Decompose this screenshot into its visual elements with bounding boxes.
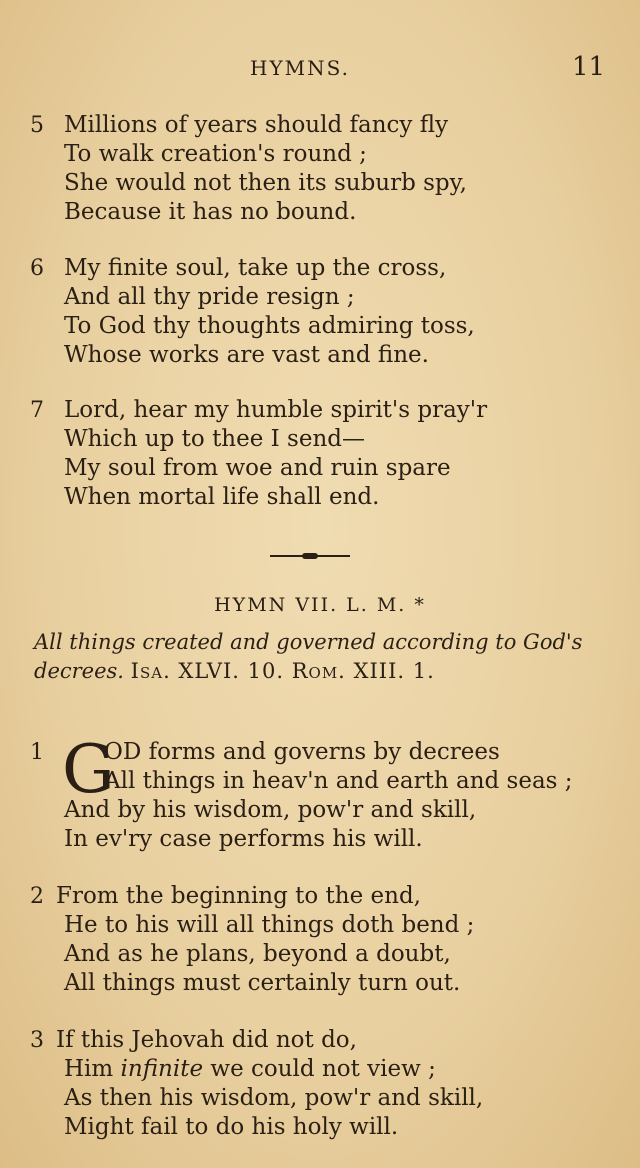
- verse-line: 7 Lord, hear my humble spirit's pray'r: [30, 397, 488, 423]
- verse-line: To walk creation's round ;: [64, 141, 367, 167]
- verse-line: All things must certainly turn out.: [64, 970, 461, 996]
- verse-line: 6 My finite soul, take up the cross,: [30, 255, 447, 281]
- stanza-7: [30, 396, 630, 512]
- verse-line: And by his wisdom, pow'r and skill,: [64, 797, 477, 823]
- drop-cap: G: [62, 731, 115, 808]
- verse-line: 2 From the beginning to the end,: [30, 883, 421, 909]
- verse-line: He to his will all things doth bend ;: [64, 912, 475, 938]
- verse-line: To God thy thoughts admiring toss,: [64, 313, 475, 339]
- stanza-number: 3: [30, 1028, 44, 1053]
- verse-line: Which up to thee I send—: [64, 426, 365, 452]
- scripture-reference: Isa. XLVI. 10. Rom. XIII. 1.: [130, 659, 435, 683]
- verse-line: OD forms and governs by decrees: [104, 739, 500, 765]
- page-number: 11: [572, 52, 606, 82]
- verse-line: Him infinite we could not view ;: [64, 1056, 436, 1082]
- hymn-stanza-1: [30, 731, 630, 854]
- hymn-heading: HYMN VII. L. M. *: [214, 594, 426, 616]
- stanza-number: 6: [30, 256, 44, 281]
- stanza-5: [30, 111, 630, 227]
- running-title: HYMNS.: [250, 56, 350, 80]
- stanza-number: 5: [30, 113, 44, 138]
- verse-line: When mortal life shall end.: [64, 484, 380, 510]
- verse-line: Because it has no bound.: [64, 199, 357, 225]
- verse-line: As then his wisdom, pow'r and skill,: [64, 1085, 484, 1111]
- argument-text: All things created and governed according to God's decrees.: [34, 630, 583, 683]
- stanza-number: 2: [30, 884, 44, 909]
- hymn-stanza-2: [30, 882, 630, 998]
- verse-line: Might fail to do his holy will.: [64, 1114, 399, 1140]
- hymn-stanza-3: [30, 1026, 630, 1142]
- verse-line: And all thy pride resign ;: [64, 284, 355, 310]
- running-head: [0, 52, 640, 82]
- stanza-number: 1: [30, 740, 44, 765]
- verse-line: All things in heav'n and earth and seas ;: [104, 768, 573, 794]
- ornamental-rule: [270, 554, 350, 558]
- verse-line: 5 Millions of years should fancy fly: [30, 112, 449, 138]
- hymn-argument: [34, 628, 614, 686]
- verse-line: 3 If this Jehovah did not do,: [30, 1027, 357, 1053]
- verse-line: My soul from woe and ruin spare: [64, 455, 451, 481]
- verse-line: She would not then its suburb spy,: [64, 170, 467, 196]
- verse-line: In ev'ry case performs his will.: [64, 826, 423, 852]
- verse-line: And as he plans, beyond a doubt,: [64, 941, 451, 967]
- stanza-6: [30, 254, 630, 370]
- verse-line: Whose works are vast and fine.: [64, 342, 429, 368]
- emphasis: infinite: [120, 1056, 204, 1082]
- stanza-number: 7: [30, 398, 44, 423]
